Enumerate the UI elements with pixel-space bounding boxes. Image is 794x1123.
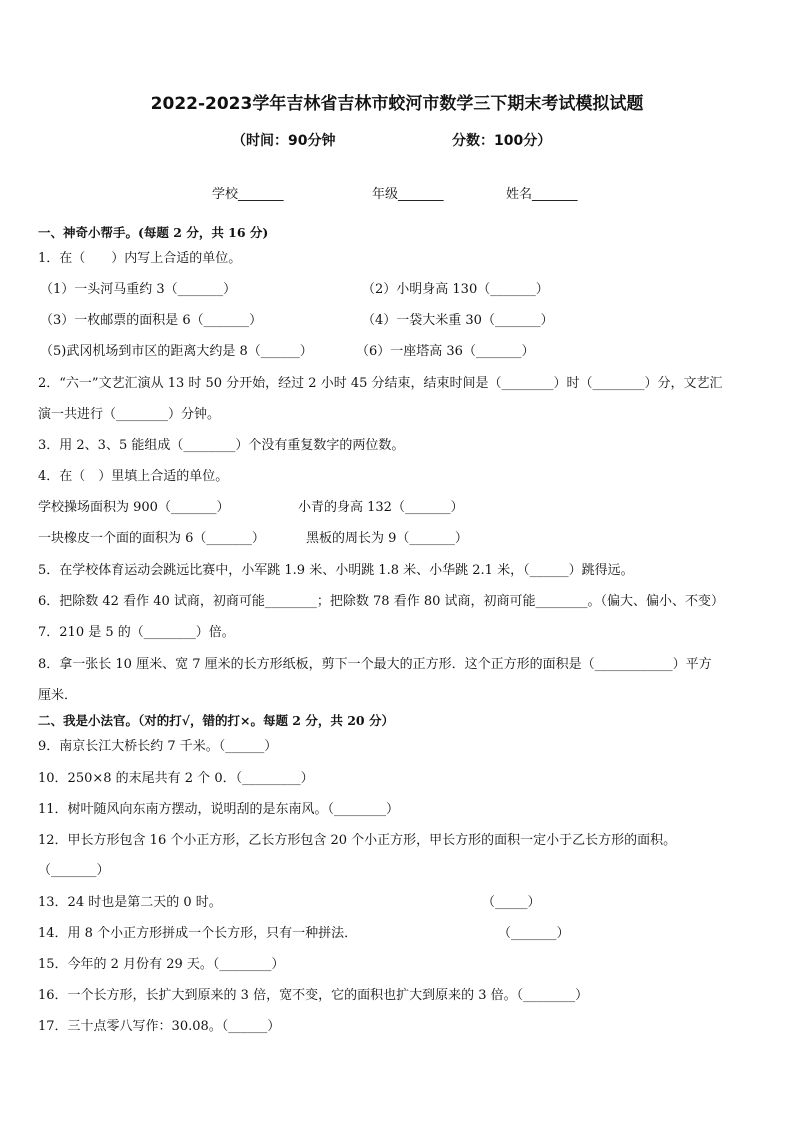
question-4-item-2: 小青的身高 132（_______） (298, 500, 464, 515)
question-9: 9．南京长江大桥长约 7 千米。（______） (38, 739, 278, 754)
section-heading-2: 二、我是小法官。（对的打√，错的打×。每题 2 分，共 20 分） (38, 713, 394, 728)
question-13-answer: （_____） (482, 895, 541, 910)
question-17: 17．三十点零八写作：30.08。（______） (38, 1019, 281, 1034)
question-8-line-2: 厘米． (38, 688, 78, 703)
question-11: 11．树叶随风向东南方摆动，说明刮的是东南风。（________） (38, 802, 400, 817)
question-1-item-2: （2）小明身高 130（_______） (362, 282, 549, 297)
question-14: 14．用 8 个小正方形拼成一个长方形，只有一种拼法． (38, 926, 358, 941)
question-2-line-1: 2．“六一”文艺汇演从 13 时 50 分开始，经过 2 小时 45 分结束，结束时间是（________）时（________）分，文艺汇 (38, 376, 723, 391)
question-4-item-4: 黑板的周长为 9（_______） (306, 531, 468, 546)
question-2-line-2: 演一共进行（________）分钟。 (38, 407, 221, 422)
question-1-item-5: （5)武冈机场到市区的距离大约是 8（______） (40, 344, 313, 359)
exam-title: 2022-2023学年吉林省吉林市蛟河市数学三下期末考试模拟试题 (150, 94, 644, 114)
question-12-line-1: 12．甲长方形包含 16 个小正方形，乙长方形包含 20 个小正方形，甲长方形的面积一定小于乙长方形的面积。 (38, 833, 677, 848)
question-4-item-1: 学校操场面积为 900（_______） (38, 500, 230, 515)
question-16: 16．一个长方形，长扩大到原来的 3 倍，宽不变，它的面积也扩大到原来的 3 倍。（________） (38, 988, 589, 1003)
question-7: 7．210 是 5 的（________）倍。 (38, 625, 235, 640)
question-10: 10．250×8 的末尾共有 2 个 0．（_________） (38, 771, 314, 786)
question-12-answer: （_______） (38, 863, 110, 878)
question-1: 1．在（ ）内写上合适的单位。 (38, 251, 242, 266)
question-8-line-1: 8．拿一张长 10 厘米、宽 7 厘米的长方形纸板，剪下一个最大的正方形．这个正方形的面积是（____________）平方 (38, 657, 712, 672)
school-field: 学校_______ (212, 187, 284, 202)
question-6: 6．把除数 42 看作 40 试商，初商可能________；把除数 78 看作 80 试商，初商可能________。（偏大、偏小、不变） (38, 594, 724, 609)
grade-field: 年级_______ (372, 187, 444, 202)
question-3: 3．用 2、3、5 能组成（________）个没有重复数字的两位数。 (38, 438, 405, 453)
question-1-item-3: （3）一枚邮票的面积是 6（_______） (40, 313, 263, 328)
question-1-item-1: （1）一头河马重约 3（_______） (40, 282, 237, 297)
question-1-item-6: （6）一座塔高 36（_______） (356, 344, 535, 359)
question-5: 5．在学校体育运动会跳远比赛中，小军跳 1.9 米、小明跳 1.8 米、小华跳 2.1 米，（______）跳得远。 (38, 563, 634, 578)
question-15: 15．今年的 2 月份有 29 天。（________） (38, 957, 285, 972)
name-field: 姓名_______ (506, 187, 578, 202)
time-label: （时间：90分钟 (232, 133, 336, 149)
question-1-item-4: （4）一袋大米重 30（_______） (362, 313, 554, 328)
score-label: 分数：100分） (452, 133, 552, 149)
question-4: 4．在（ ）里填上合适的单位。 (38, 469, 229, 484)
question-14-answer: （_______） (498, 926, 570, 941)
question-4-item-3: 一块橡皮一个面的面积为 6（_______） (38, 531, 265, 546)
question-13: 13．24 时也是第二天的 0 时。 (38, 895, 222, 910)
section-heading-1: 一、神奇小帮手。(每题 2 分，共 16 分) (38, 225, 269, 240)
